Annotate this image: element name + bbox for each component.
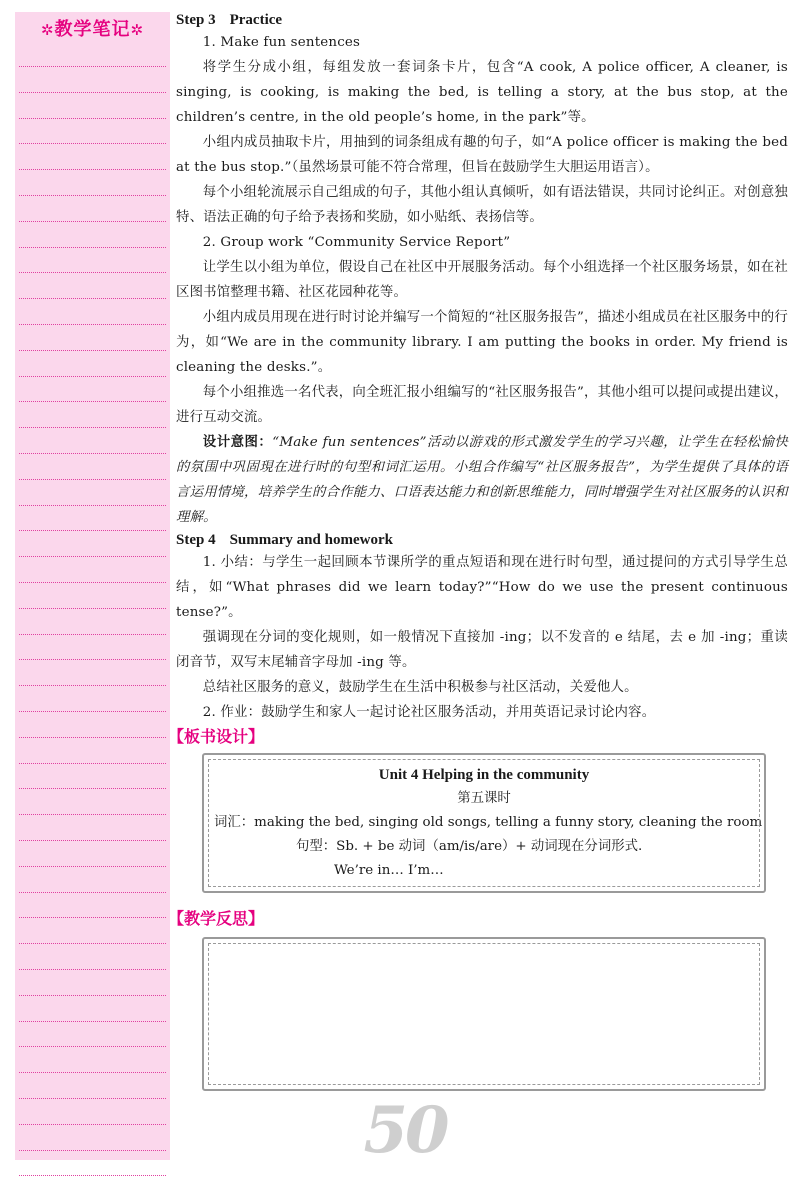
board-vocabulary: 词汇：making the bed, singing old songs, telling a funny story, cleaning the room: [214, 815, 763, 830]
step4-paragraph-4: 2. 作业：鼓励学生和家人一起讨论社区服务活动，并用英语记录讨论内容。: [202, 705, 656, 720]
teaching-notes-sidebar: [15, 12, 170, 1160]
note-line: [19, 169, 166, 170]
step4-number: Step 4: [176, 532, 216, 548]
board-design-label: 【板书设计】: [168, 727, 265, 746]
note-line: [19, 711, 166, 712]
step3-paragraph-6: 每个小组推选一名代表，向全班汇报小组编写的“社区服务报告”，其他小组可以提问或提出建议，进行互动交流。: [176, 385, 788, 425]
note-line: [19, 556, 166, 557]
flower-icon: ✲: [40, 21, 55, 39]
board-lesson: 第五课时: [457, 791, 511, 806]
note-line: [19, 634, 166, 635]
note-line: [19, 1046, 166, 1047]
note-line: [19, 892, 166, 893]
flower-icon: ✲: [130, 21, 145, 39]
note-line: [19, 1098, 166, 1099]
step3-number: Step 3: [176, 12, 216, 28]
note-line: [19, 298, 166, 299]
note-line: [19, 195, 166, 196]
step4-paragraph-3: 总结社区服务的意义，鼓励学生在生活中积极参与社区活动，关爱他人。: [202, 680, 638, 695]
note-line: [19, 427, 166, 428]
note-line: [19, 943, 166, 944]
step4-heading: [176, 530, 788, 550]
note-line: [19, 763, 166, 764]
note-line: [19, 582, 166, 583]
step4-paragraph-1: 1. 小结：与学生一起回顾本节课所学的重点短语和现在进行时句型，通过提问的方式引导学生总结，如“What phrases did we learn today?”“How do we use the present continuous tense?”。: [176, 555, 788, 620]
note-line: [19, 1124, 166, 1125]
note-line: [19, 840, 166, 841]
note-line: [19, 1072, 166, 1073]
reflection-box: [202, 937, 766, 1091]
notes-title-text: 教学笔记: [54, 19, 131, 40]
lesson-content: [168, 10, 788, 1091]
step3-paragraph-5: 小组内成员用现在进行时讨论并编写一个简短的“社区服务报告”，描述小组成员在社区服务中的行为，如“We are in the community library. I am putting the books in order. My friend is cleaning the desks.”。: [176, 310, 788, 375]
step4-paragraph-2: 强调现在分词的变化规则，如一般情况下直接加 -ing；以不发音的 e 结尾，去 e 加 -ing；重读闭音节，双写末尾辅音字母加 -ing 等。: [176, 630, 788, 670]
note-line: [19, 272, 166, 273]
step3-paragraph-1: 将学生分成小组，每组发放一套词条卡片，包含“A cook, A police officer, A cleaner, is singing, is cooking, is making the bed, is telling a story, at the bus stop, at the children’s centre, in the old people’s home, in the park”等。: [176, 60, 788, 125]
note-line: [19, 453, 166, 454]
design-intent-label: 设计意图：: [202, 434, 273, 450]
note-line: [19, 350, 166, 351]
step3-title: Practice: [229, 12, 283, 28]
note-line: [19, 1175, 166, 1176]
board-example: We’re in… I’m…: [334, 863, 444, 878]
board-sentence-pattern: 句型：Sb. + be 动词（am/is/are）+ 动词现在分词形式.: [296, 839, 643, 854]
note-line: [19, 221, 166, 222]
note-line: [19, 788, 166, 789]
note-line: [19, 1150, 166, 1151]
step3-subheading-2: 2. Group work “Community Service Report”: [202, 235, 511, 250]
note-line: [19, 1021, 166, 1022]
note-line: [19, 608, 166, 609]
note-line: [19, 530, 166, 531]
note-line: [19, 866, 166, 867]
step3-paragraph-2: 小组内成员抽取卡片，用抽到的词条组成有趣的句子，如“A police officer is making the bed at the bus stop.”（虽然场景可能不符合常理，但旨在鼓励学生大胆运用语言）。: [176, 135, 788, 175]
note-line: [19, 659, 166, 660]
note-line: [19, 376, 166, 377]
step4-title: Summary and homework: [229, 532, 393, 548]
board-design-box: [202, 753, 766, 893]
note-line: [19, 814, 166, 815]
note-line: [19, 324, 166, 325]
note-line: [19, 118, 166, 119]
note-line: [19, 479, 166, 480]
design-intent-text: “Make fun sentences”活动以游戏的形式激发学生的学习兴趣，让学生在轻松愉快的氛围中巩固現在进行时的句型和词汇运用。小组合作编写“社区服务报告”，为学生提供了具体的语言运用情境，培养学生的合作能力、口语表达能力和创新思维能力，同时增强学生对社区服务的认识和理解。: [176, 435, 788, 525]
note-line: [19, 66, 166, 67]
note-line: [19, 92, 166, 93]
note-line: [19, 917, 166, 918]
reflection-label: 【教学反思】: [168, 909, 265, 928]
step3-subheading-1: 1. Make fun sentences: [202, 35, 361, 50]
page-number: 50: [363, 1093, 447, 1168]
step3-heading: [176, 10, 788, 30]
note-line: [19, 505, 166, 506]
note-line: [19, 685, 166, 686]
note-line: [19, 143, 166, 144]
notes-title: [15, 16, 170, 44]
note-line: [19, 247, 166, 248]
board-unit-title: Unit 4 Helping in the community: [378, 767, 590, 783]
note-line: [19, 969, 166, 970]
step3-paragraph-3: 每个小组轮流展示自己组成的句子，其他小组认真倾听，如有语法错误，共同讨论纠正。对创意独特、语法正确的句子给予表扬和奖励，如小贴纸、表扬信等。: [176, 185, 788, 225]
note-line: [19, 737, 166, 738]
note-line: [19, 401, 166, 402]
note-line: [19, 995, 166, 996]
design-intent: [176, 430, 788, 530]
step3-paragraph-4: 让学生以小组为单位，假设自己在社区中开展服务活动。每个小组选择一个社区服务场景，如在社区图书馆整理书籍、社区花园种花等。: [176, 260, 788, 300]
